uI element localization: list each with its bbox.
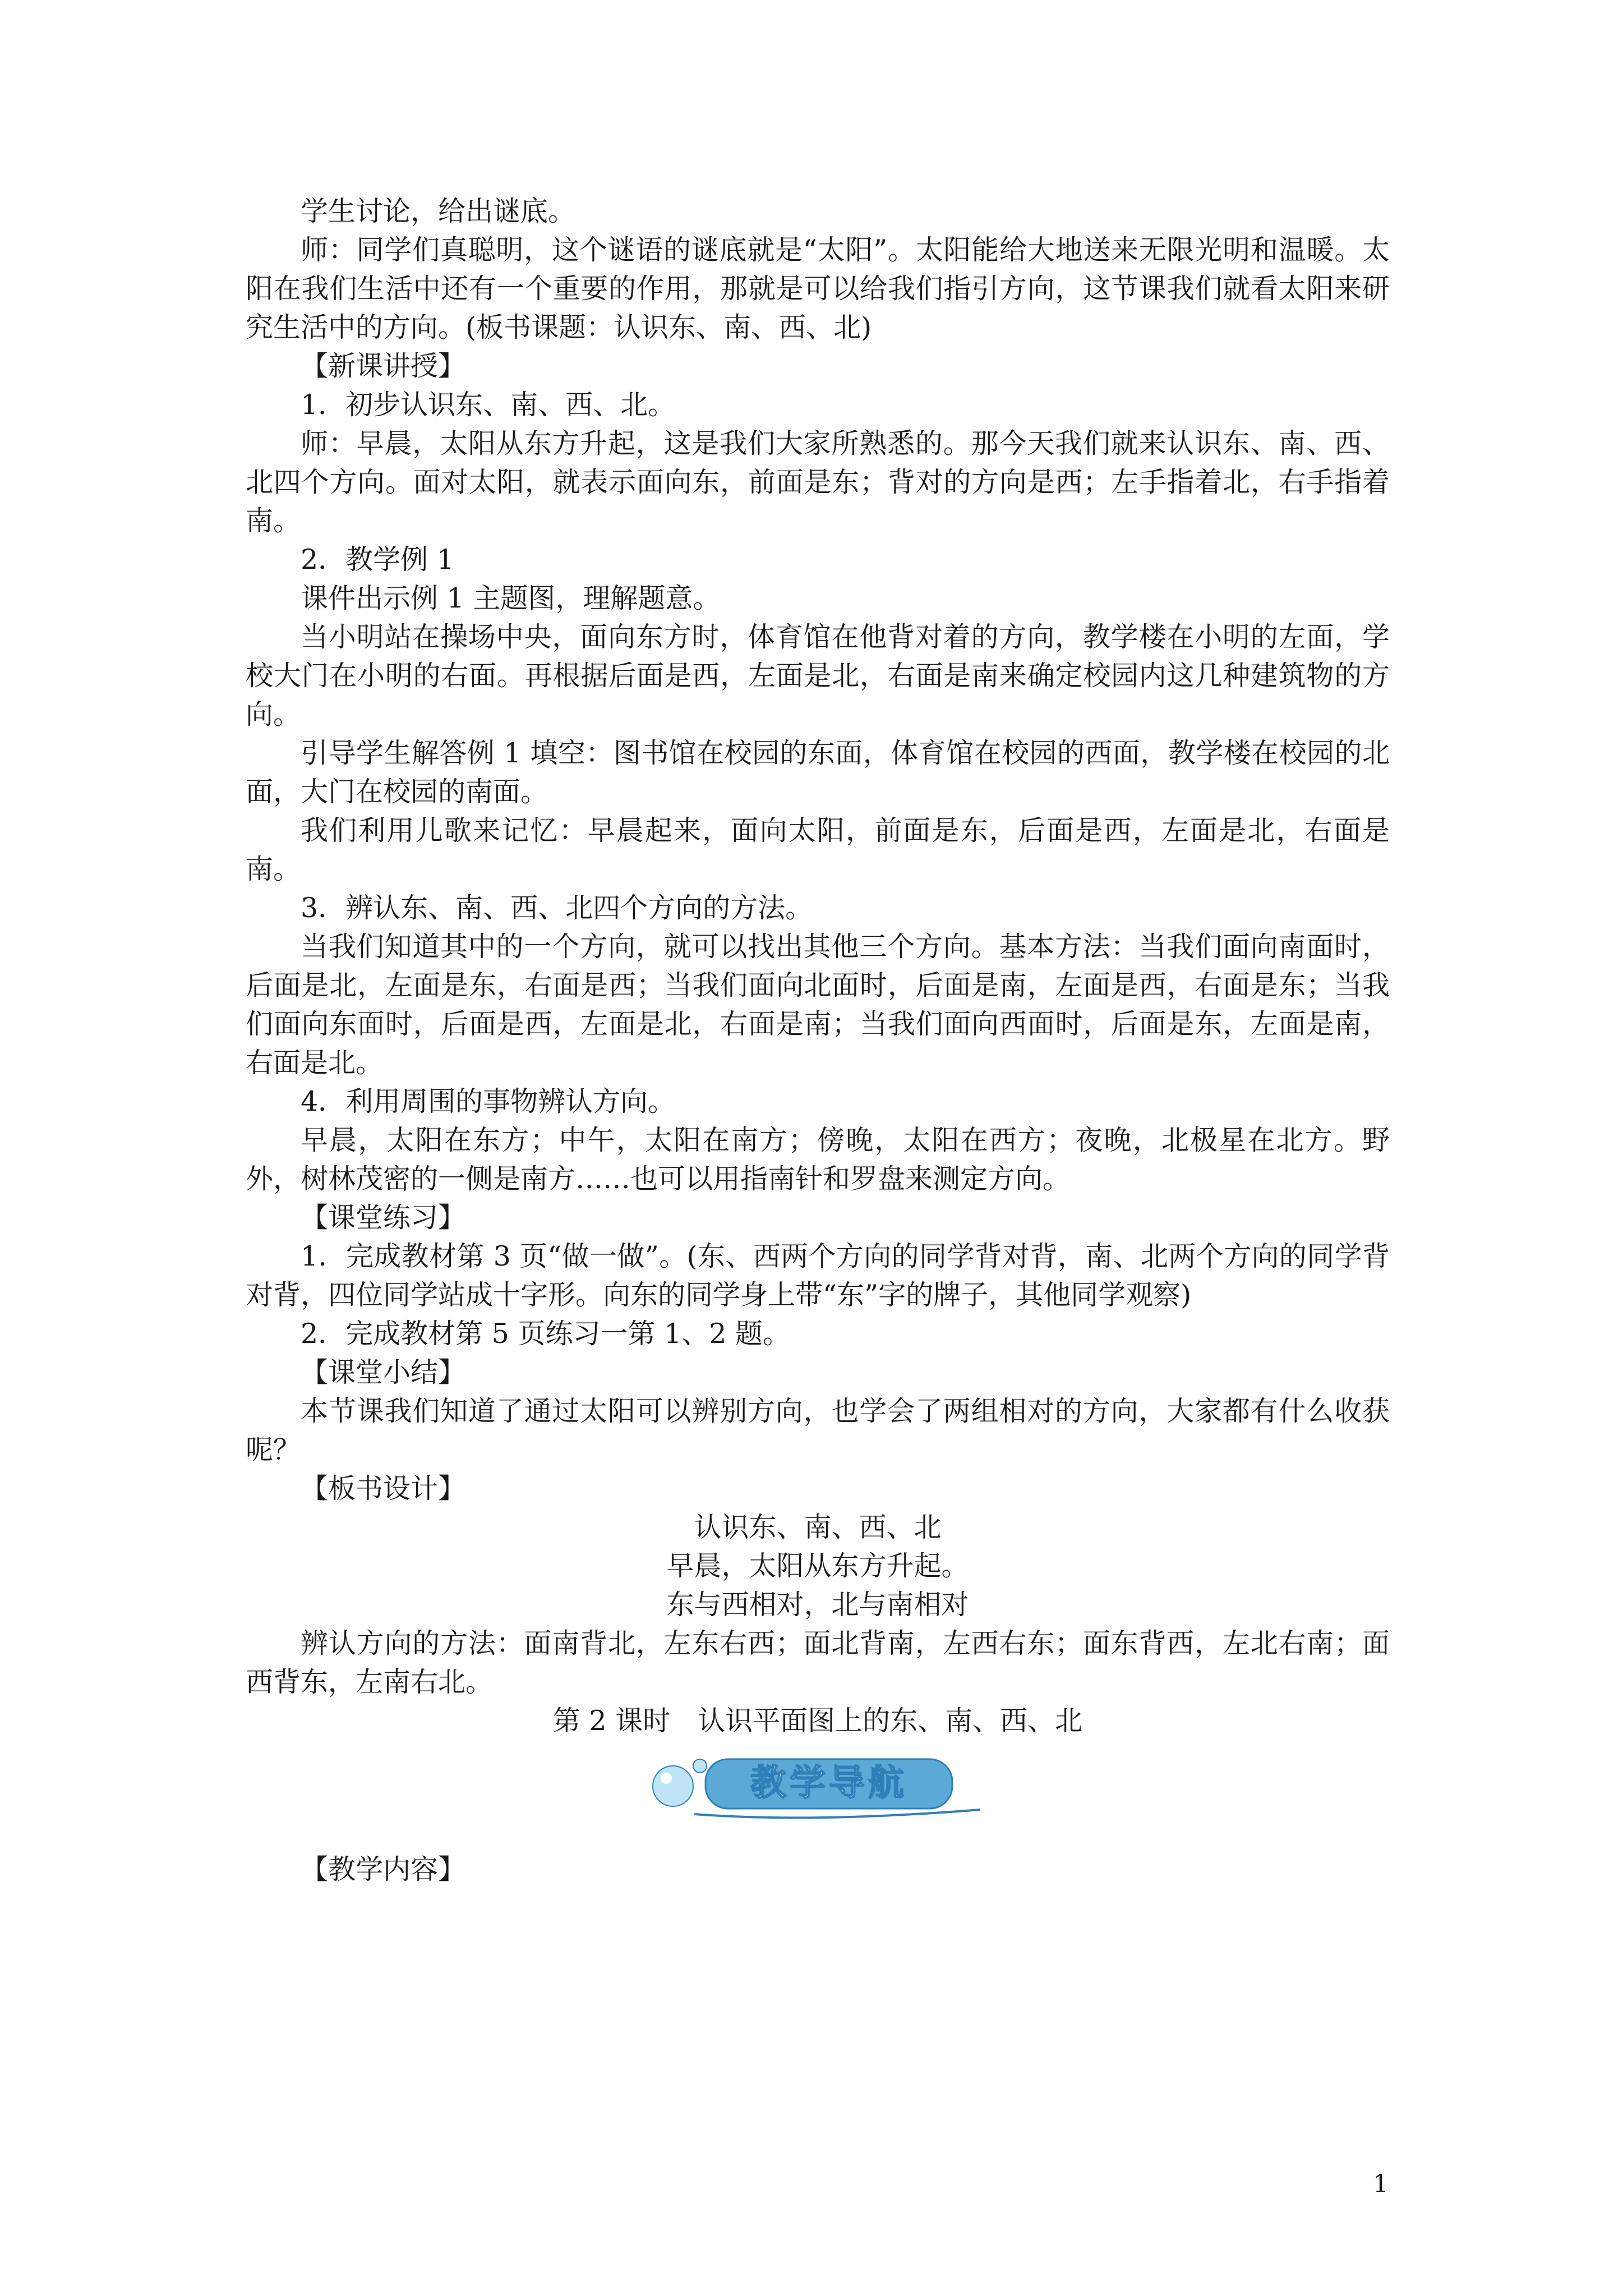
body-paragraph: 学生讨论，给出谜底。 — [301, 195, 576, 227]
body-paragraph: 1．初步认识东、南、西、北。 — [301, 389, 676, 421]
section-heading: 【课堂练习】 — [301, 1202, 466, 1234]
banner-swoosh — [694, 1810, 980, 1818]
board-design-line: 早晨，太阳从东方升起。 — [666, 1550, 969, 1582]
body-paragraph: 2．教学例 1 — [301, 544, 454, 576]
body-paragraph: 我们利用儿歌来记忆：早晨起来，面向太阳，前面是东，后面是西，左面是北，右面是南。 — [246, 815, 1390, 885]
section-heading: 【板书设计】 — [301, 1473, 466, 1504]
body-paragraph: 1．完成教材第 3 页“做一做”。(东、西两个方向的同学背对背，南、北两个方向的同学背对背，四位同学站成十字形。向东的同学身上带“东”字的牌子，其他同学观察) — [246, 1240, 1390, 1311]
section-heading: 【课堂小结】 — [301, 1356, 466, 1388]
banner-bubble-highlight — [661, 1773, 672, 1784]
banner-graphic — [644, 1743, 992, 1828]
body-paragraph: 4．利用周围的事物辨认方向。 — [301, 1085, 676, 1117]
section-heading: 【新课讲授】 — [301, 350, 466, 382]
banner-bubble-small — [693, 1759, 707, 1773]
body-paragraph: 2．完成教材第 5 页练习一第 1、2 题。 — [301, 1318, 791, 1350]
board-design-line: 东与西相对，北与南相对 — [666, 1589, 969, 1621]
page-number: 1 — [1373, 2170, 1389, 2198]
banner-title: 教学导航 — [750, 1763, 907, 1804]
body-paragraph: 师：早晨，太阳从东方升起，这是我们大家所熟悉的。那今天我们就来认识东、南、西、北四个方向。面对太阳，就表示面向东，前面是东；背对的方向是西；左手指着北，右手指着南。 — [246, 427, 1390, 537]
body-paragraph: 师：同学们真聪明，这个谜语的谜底就是“太阳”。太阳能给大地送来无限光明和温暖。太阳在我们生活中还有一个重要的作用，那就是可以给我们指引方向，这节课我们就看太阳来研究生活中的方向。(板书课题：认识东、南、西、北) — [246, 234, 1390, 343]
body-paragraph: 本节课我们知道了通过太阳可以辨别方向，也学会了两组相对的方向，大家都有什么收获呢？ — [246, 1395, 1390, 1466]
banner-bubble-large — [653, 1766, 693, 1806]
lesson-title: 第 2 课时 认识平面图上的东、南、西、北 — [552, 1705, 1083, 1737]
body-paragraph: 引导学生解答例 1 填空：图书馆在校园的东面，体育馆在校园的西面，教学楼在校园的北面，大门在校园的南面。 — [246, 737, 1390, 808]
body-paragraph: 辨认方向的方法：面南背北，左东右西；面北背南，左西右东；面东背西，左北右南；面西背东，左南右北。 — [246, 1627, 1390, 1698]
body-paragraph: 课件出示例 1 主题图，理解题意。 — [301, 582, 721, 614]
body-paragraph: 早晨，太阳在东方；中午，太阳在南方；傍晚，太阳在西方；夜晚，北极星在北方。野外，树林茂密的一侧是南方……也可以用指南针和罗盘来测定方向。 — [246, 1124, 1390, 1195]
document-body — [246, 192, 1390, 1889]
board-design-line: 认识东、南、西、北 — [694, 1511, 942, 1543]
body-paragraph: 当小明站在操场中央，面向东方时，体育馆在他背对着的方向，教学楼在小明的左面，学校大门在小明的右面。再根据后面是西，左面是北，右面是南来确定校园内这几种建筑物的方向。 — [246, 621, 1390, 730]
paragraph-list — [246, 192, 1390, 1701]
body-paragraph: 当我们知道其中的一个方向，就可以找出其他三个方向。基本方法：当我们面向南面时，后面是北，左面是东，右面是西；当我们面向北面时，后面是南，左面是西，右面是东；当我们面向东面时，后面是西，左面是北，右面是南；当我们面向西面时，后面是东，左面是南，右面是北。 — [246, 931, 1390, 1079]
body-paragraph: 3．辨认东、南、西、北四个方向的方法。 — [301, 892, 813, 924]
section-heading-teaching-content: 【教学内容】 — [301, 1853, 466, 1885]
teaching-guide-banner — [246, 1743, 1390, 1828]
